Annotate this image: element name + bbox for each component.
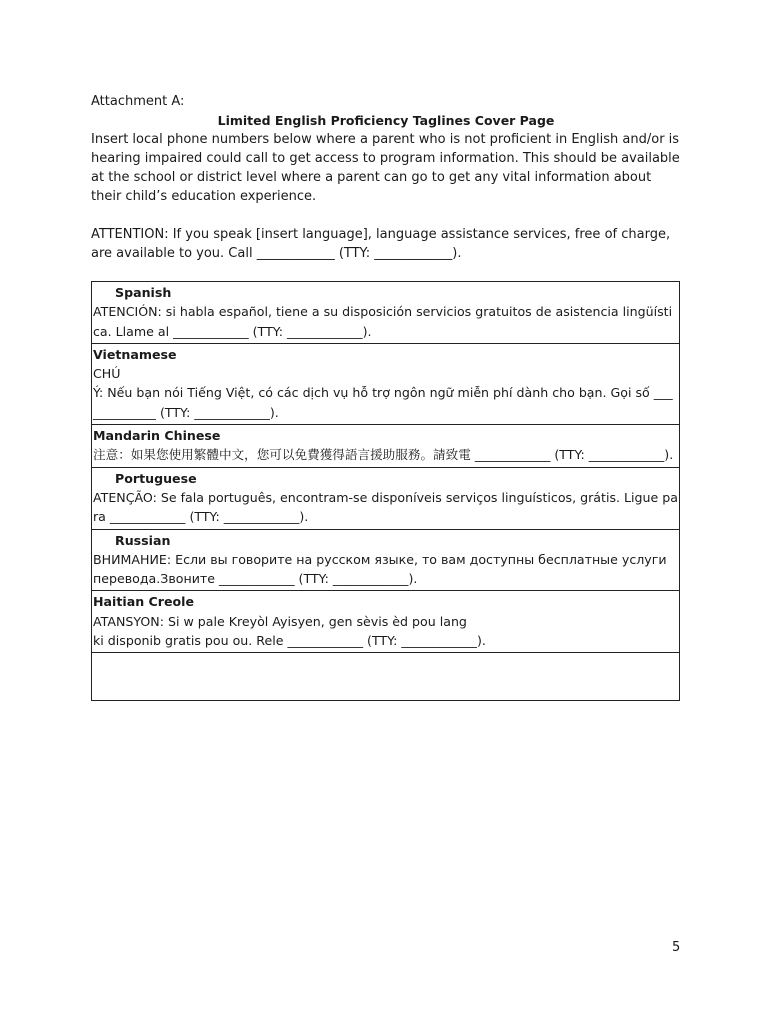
language-name: Spanish bbox=[115, 285, 172, 300]
table-row-portuguese bbox=[92, 467, 680, 529]
tagline-text: ki disponib gratis pou ou. Rele ____________ (TTY: ____________). bbox=[93, 633, 486, 649]
intro-paragraph: Insert local phone numbers below where a parent who is not proficient in English and/or is hearing impaired could call to get access to program information. This should be available at the school or district level where a parent can go to get any vital information about their child’s education experience. bbox=[91, 132, 680, 204]
taglines-table bbox=[91, 281, 680, 701]
tagline-text: ATENCIÓN: si habla español, tiene a su disposición servicios gratuitos de asistencia lingüística. Llame al ____________ (TTY: ____________). bbox=[93, 304, 673, 339]
page-number: 5 bbox=[672, 940, 681, 955]
tagline-text: ВНИМАНИЕ: Если вы говорите на русском языке, то вам доступны бесплатные услуги перевода.Звоните ____________ (TTY: ____________). bbox=[93, 551, 667, 587]
tagline-text: ATENÇÃO: Se fala português, encontram-se disponíveis serviços linguísticos, grátis. Ligue para ____________ (TTY: ____________). bbox=[93, 489, 678, 525]
language-name: Portuguese bbox=[115, 470, 197, 486]
table-row-mandarin bbox=[92, 425, 680, 468]
attention-paragraph: ATTENTION: If you speak [insert language], language assistance services, free of charge, are available to you. Call ____________ (TTY: ____________). bbox=[91, 227, 671, 261]
document-page bbox=[91, 92, 681, 701]
tagline-text: Ý: Nếu bạn nói Tiếng Việt, có các dịch vụ hỗ trợ ngôn ngữ miễn phí dành cho bạn. Gọi số _____________ (TTY: ____________). bbox=[93, 385, 673, 420]
language-name: Russian bbox=[115, 532, 171, 548]
table-row-empty bbox=[92, 653, 680, 701]
tagline-text-line1: CHÚ bbox=[93, 366, 121, 382]
language-name: Haitian Creole bbox=[93, 594, 195, 610]
language-name: Mandarin Chinese bbox=[93, 428, 221, 444]
table-row-spanish bbox=[92, 282, 680, 344]
attachment-label: Attachment A: bbox=[91, 94, 185, 109]
tagline-text: 注意：如果您使用繁體中文，您可以免費獲得語言援助服務。請致電 ____________ (TTY: ____________). bbox=[93, 447, 674, 463]
language-name: Vietnamese bbox=[93, 346, 177, 362]
page-title: Limited English Proficiency Taglines Cover Page bbox=[217, 113, 555, 128]
tagline-text-line1: ATANSYON: Si w pale Kreyòl Ayisyen, gen sèvis èd pou lang bbox=[93, 613, 467, 629]
table-row-vietnamese bbox=[92, 343, 680, 424]
table-row-haitian-creole bbox=[92, 591, 680, 653]
empty-cell bbox=[92, 653, 680, 701]
table-row-russian bbox=[92, 529, 680, 591]
